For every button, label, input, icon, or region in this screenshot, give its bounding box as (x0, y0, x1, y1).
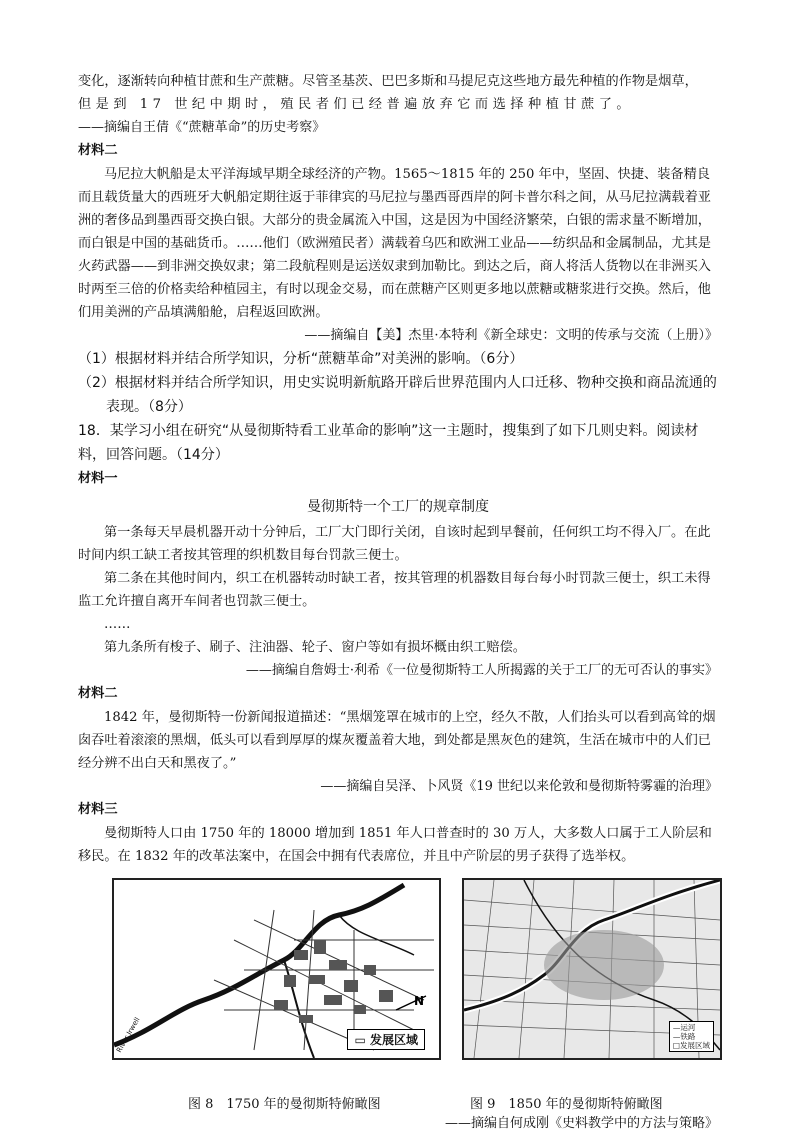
map-1850 (462, 878, 722, 1060)
intro-line2: 但是到 17 世纪中期时，殖民者们已经普遍放弃它而选择种植甘蔗了。 (78, 97, 635, 112)
m1-article9: 第九条所有梭子、刷子、注油器、轮子、窗户等如有损坏概由织工赔偿。 (104, 640, 526, 655)
m2-source: ——摘编自吴泽、卜风贤《19 世纪以来伦敦和曼彻斯特雾霾的治理》 (320, 779, 718, 794)
question-18-line2: 料，回答问题。（14分） (78, 447, 229, 463)
material2a-label: 材料二 (78, 143, 118, 158)
exam-page (78, 70, 718, 1135)
material2a-text: 马尼拉大帆船是太平洋海域早期全球经济的产物。1565～1815 年的 250 年中，坚固、快捷、装备精良而且载货量大的西班牙大帆船定期往返于菲律宾的马尼拉与墨西哥西岸的阿卡普尔科之间，从马尼拉满载着亚洲的奢侈品到墨西哥交换白银。大部分的贵金属流入中国，这是因为中国经济繁荣，白银的需求量不断增加，而白银是中国的基础货币。……他们（欧洲殖民者）满载着乌匹和欧洲工业品——纺织品和金属制品，尤其是火药武器——到非洲交换奴隶；第二段航程则是运送奴隶到加勒比。到达之后，商人将活人货物以在非洲买入时两至三倍的价格卖给种植园主，有时以现金交易，而在蔗糖产区则更多地以蔗糖或糖浆进行交换。然后，他们用美洲的产品填满船舱，启程返回欧洲。 (78, 167, 711, 320)
m1-article1: 第一条每天早晨机器开动十分钟后，工厂大门即行关闭，自该时起到早餐前，任何织工均不得入厂。在此时间内织工缺工者按其管理的织机数目每台罚款三便士。 (78, 525, 711, 563)
intro-line1: 变化，逐渐转向种植甘蔗和生产蔗糖。尽管圣基茨、巴巴多斯和马提尼克这些地方最先种植的作物是烟草， (78, 74, 698, 89)
question-17-1: （1）根据材料并结合所学知识，分析“蔗糖革命”对美洲的影响。（6分） (78, 351, 524, 367)
map-1750-legend: ▭ 发展区域 (347, 1029, 425, 1050)
question-17-2a: （2）根据材料并结合所学知识，用史实说明新航路开辟后世界范围内人口迁移、物种交换和商品流通的 (78, 375, 717, 391)
m3-text: 曼彻斯特人口由 1750 年的 18000 增加到 1851 年人口普查时的 30 万人，大多数人口属于工人阶层和移民。在 1832 年的改革法案中，在国会中拥有代表席位，并且中产阶层的男子获得了选举权。 (78, 826, 712, 864)
m1-source: ——摘编自詹姆士·利希《一位曼彻斯特工人所揭露的关于工厂的无可否认的事实》 (245, 663, 718, 678)
fig8-caption: 图 8 1750 年的曼彻斯特俯瞰图 (188, 1097, 381, 1112)
question-17-2b: 表现。（8分） (106, 399, 192, 415)
m1-ellipsis: …… (104, 617, 131, 632)
fig9-caption: 图 9 1850 年的曼彻斯特俯瞰图 (470, 1097, 663, 1112)
figures-source: ——摘编自何成刚《史料教学中的方法与策略》 (444, 1116, 718, 1131)
river-label: River Irwell (115, 1016, 142, 1054)
question-18-line1: 18．某学习小组在研究“从曼彻斯特看工业革命的影响”这一主题时，搜集到了如下几则史料。阅读材 (78, 423, 699, 439)
legend-dev-area: 发展区域 (369, 1033, 418, 1047)
map-1850-legend (669, 1021, 714, 1052)
north-arrow-label: N (414, 994, 425, 1008)
legend-railway: —铁路 (672, 1032, 696, 1041)
m2-text: 1842 年，曼彻斯特一份新闻报道描述：“黑烟笼罩在城市的上空，经久不散，人们抬头可以看到高耸的烟囱吞吐着滚滚的黑烟，低头可以看到厚厚的煤灰覆盖着大地，到处都是黑灰色的建筑，生活在城市中的人们已经分辨不出白天和黑夜了。” (78, 710, 716, 771)
m1-article2: 第二条在其他时间内，织工在机器转动时缺工者，按其管理的机器数目每台每小时罚款三便士，织工未得监工允许擅自离开车间者也罚款三便士。 (78, 571, 711, 609)
m1-label: 材料一 (78, 471, 118, 486)
m1-title: 曼彻斯特一个工厂的规章制度 (307, 499, 489, 515)
intro-source: ——摘编自王倩《“蔗糖革命”的历史考察》 (78, 120, 326, 135)
map-1750 (112, 878, 441, 1060)
legend-dev-area-1850: □发展区域 (672, 1041, 710, 1050)
legend-canal: —运河 (672, 1023, 696, 1032)
m2-label: 材料二 (78, 686, 118, 701)
material2a-source: ——摘编自【美】杰里·本特利《新全球史：文明的传承与交流（上册）》 (304, 328, 718, 343)
figures-area (78, 878, 718, 1112)
m3-label: 材料三 (78, 802, 118, 817)
